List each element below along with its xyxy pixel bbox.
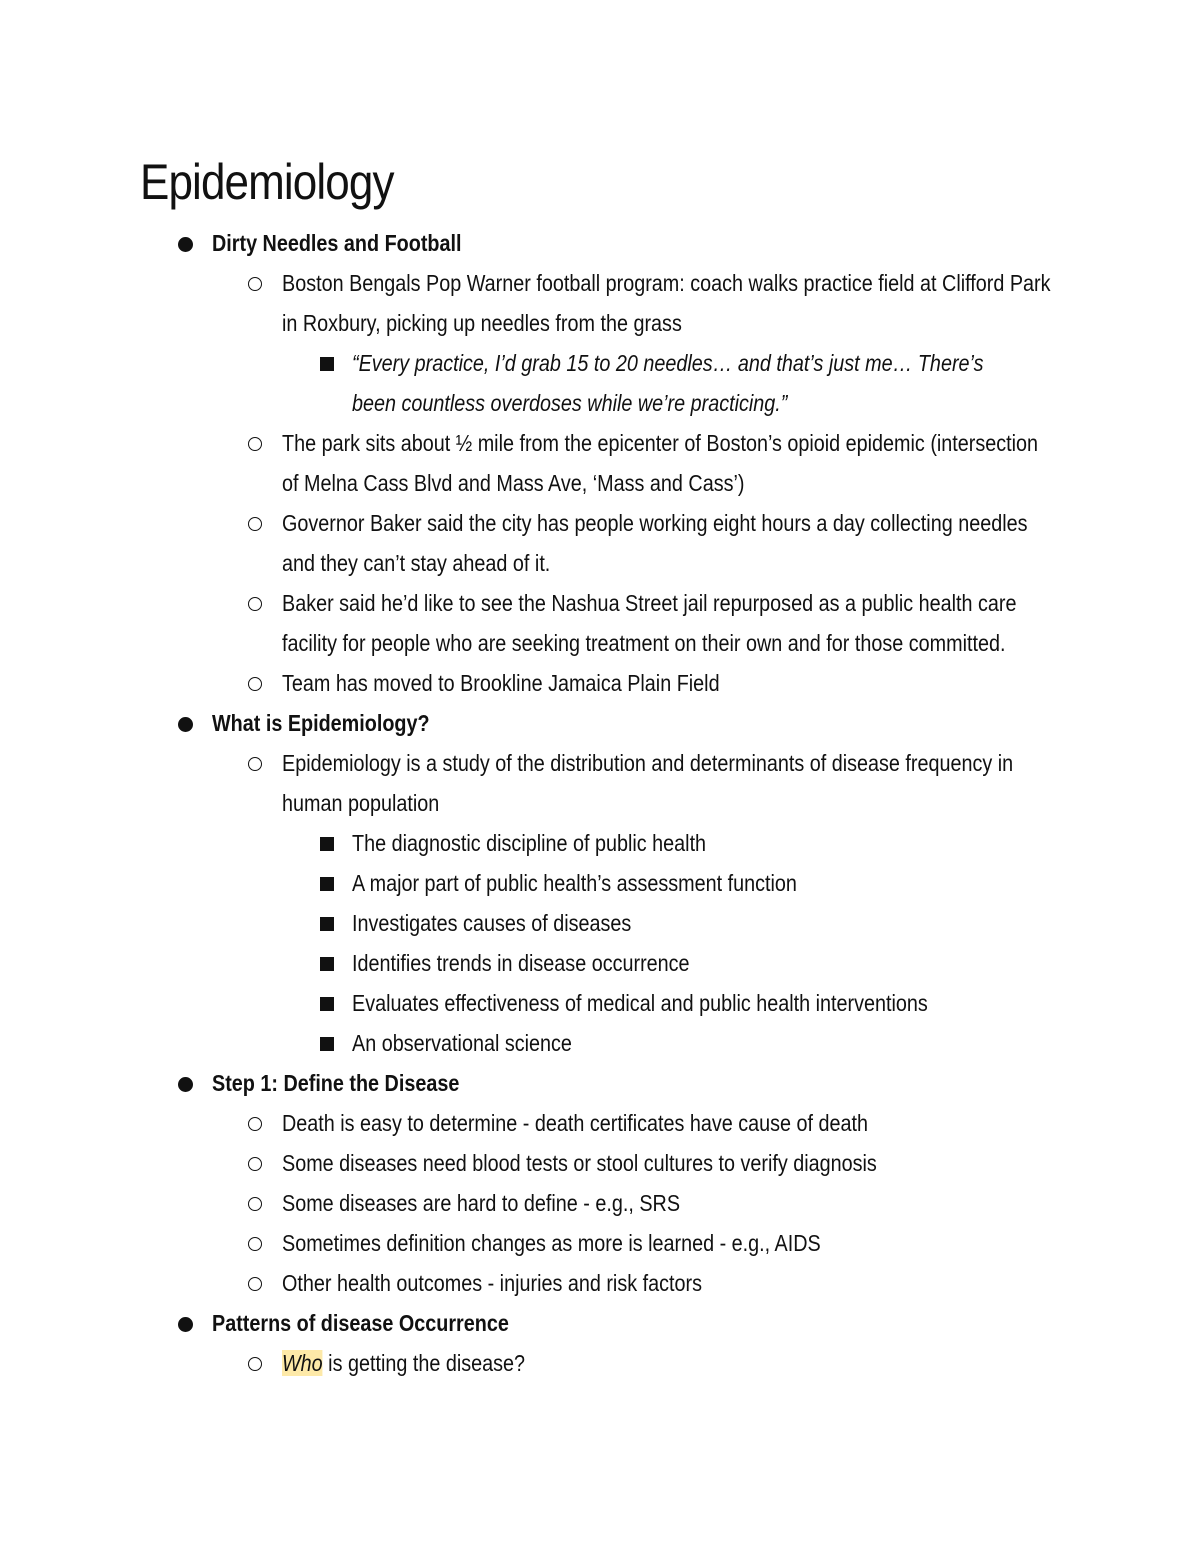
list-item — [212, 1103, 1200, 1143]
section-patterns — [0, 1303, 1200, 1383]
list-item-text: Some diseases need blood tests or stool cultures to verify diagnosis — [282, 1150, 877, 1176]
section-heading-row — [212, 1303, 1200, 1343]
section-heading: Dirty Needles and Football — [212, 230, 462, 256]
disc-bullet-icon — [178, 1077, 193, 1092]
list-item — [212, 1143, 1200, 1183]
section-heading-row — [212, 223, 1200, 263]
circle-bullet-icon — [248, 1157, 262, 1171]
section-what-is-epidemiology — [0, 703, 1200, 1063]
circle-bullet-icon — [248, 517, 262, 531]
list-subitem-text: An observational science — [352, 1030, 572, 1056]
list-item — [212, 743, 1200, 1063]
section-heading-row — [212, 703, 1200, 743]
list-item-text: Team has moved to Brookline Jamaica Plain Field — [282, 670, 720, 696]
section-define-disease — [0, 1063, 1200, 1303]
circle-bullet-icon — [248, 437, 262, 451]
list-subitem-text: Identifies trends in disease occurrence — [352, 950, 690, 976]
square-bullet-icon — [320, 1037, 334, 1051]
circle-bullet-icon — [248, 1117, 262, 1131]
list-item — [212, 1263, 1200, 1303]
square-bullet-icon — [320, 997, 334, 1011]
list-subitem — [282, 1023, 1200, 1063]
list-subitem — [282, 823, 1200, 863]
page-title: Epidemiology — [140, 154, 394, 210]
list-item-text: Some diseases are hard to define - e.g., SRS — [282, 1190, 681, 1216]
list-item — [212, 1183, 1200, 1223]
list-subitem — [282, 343, 1200, 423]
circle-bullet-icon — [248, 277, 262, 291]
list-item-text: Boston Bengals Pop Warner football program: coach walks practice field at Clifford Park in Roxbury, picking up needles from the grass — [282, 270, 1051, 336]
list-subitem — [282, 983, 1200, 1023]
list-item — [212, 1343, 1200, 1383]
square-bullet-icon — [320, 877, 334, 891]
list-item — [212, 503, 1200, 583]
list-item-text: The park sits about ½ mile from the epicenter of Boston’s opioid epidemic (intersection of Melna Cass Blvd and Mass Ave, ‘Mass and Cass’) — [282, 430, 1039, 496]
square-bullet-icon — [320, 917, 334, 931]
list-subitem-text: Evaluates effectiveness of medical and public health interventions — [352, 990, 928, 1016]
list-item — [212, 1223, 1200, 1263]
circle-bullet-icon — [248, 1277, 262, 1291]
circle-bullet-icon — [248, 757, 262, 771]
outline — [0, 223, 1200, 1383]
highlighted-word: Who — [282, 1350, 323, 1376]
square-bullet-icon — [320, 957, 334, 971]
list-subitem-text: A major part of public health’s assessment function — [352, 870, 797, 896]
section-dirty-needles — [0, 223, 1200, 703]
list-item-text: Other health outcomes - injuries and risk factors — [282, 1270, 702, 1296]
list-subitem — [282, 903, 1200, 943]
section-heading: What is Epidemiology? — [212, 710, 430, 736]
circle-bullet-icon — [248, 1237, 262, 1251]
disc-bullet-icon — [178, 237, 193, 252]
list-item-rest: is getting the disease? — [322, 1350, 526, 1376]
list-item — [212, 423, 1200, 503]
circle-bullet-icon — [248, 597, 262, 611]
section-heading-row — [212, 1063, 1200, 1103]
circle-bullet-icon — [248, 1197, 262, 1211]
list-item-text: Sometimes definition changes as more is learned - e.g., AIDS — [282, 1230, 821, 1256]
list-item-text: Baker said he’d like to see the Nashua Street jail repurposed as a public health care facility for people who are seeking treatment on their own and for those committed. — [282, 590, 1017, 656]
list-item-text: Epidemiology is a study of the distribution and determinants of disease frequency in human population — [282, 750, 1014, 816]
section-heading: Step 1: Define the Disease — [212, 1070, 460, 1096]
section-heading: Patterns of disease Occurrence — [212, 1310, 509, 1336]
disc-bullet-icon — [178, 717, 193, 732]
list-subitem — [282, 863, 1200, 903]
list-item-text — [282, 1343, 525, 1383]
list-item — [212, 583, 1200, 663]
quote-text: “Every practice, I’d grab 15 to 20 needles… and that’s just me… There’s been countless overdoses while we’re practicing.” — [352, 350, 984, 416]
list-item — [212, 263, 1200, 423]
list-subitem-text: The diagnostic discipline of public health — [352, 830, 707, 856]
circle-bullet-icon — [248, 1357, 262, 1371]
list-item-text: Governor Baker said the city has people working eight hours a day collecting needles and they can’t stay ahead of it. — [282, 510, 1028, 576]
square-bullet-icon — [320, 837, 334, 851]
list-item — [212, 663, 1200, 703]
circle-bullet-icon — [248, 677, 262, 691]
list-subitem-text: Investigates causes of diseases — [352, 910, 632, 936]
square-bullet-icon — [320, 357, 334, 371]
list-subitem — [282, 943, 1200, 983]
disc-bullet-icon — [178, 1317, 193, 1332]
list-item-text: Death is easy to determine - death certificates have cause of death — [282, 1110, 869, 1136]
